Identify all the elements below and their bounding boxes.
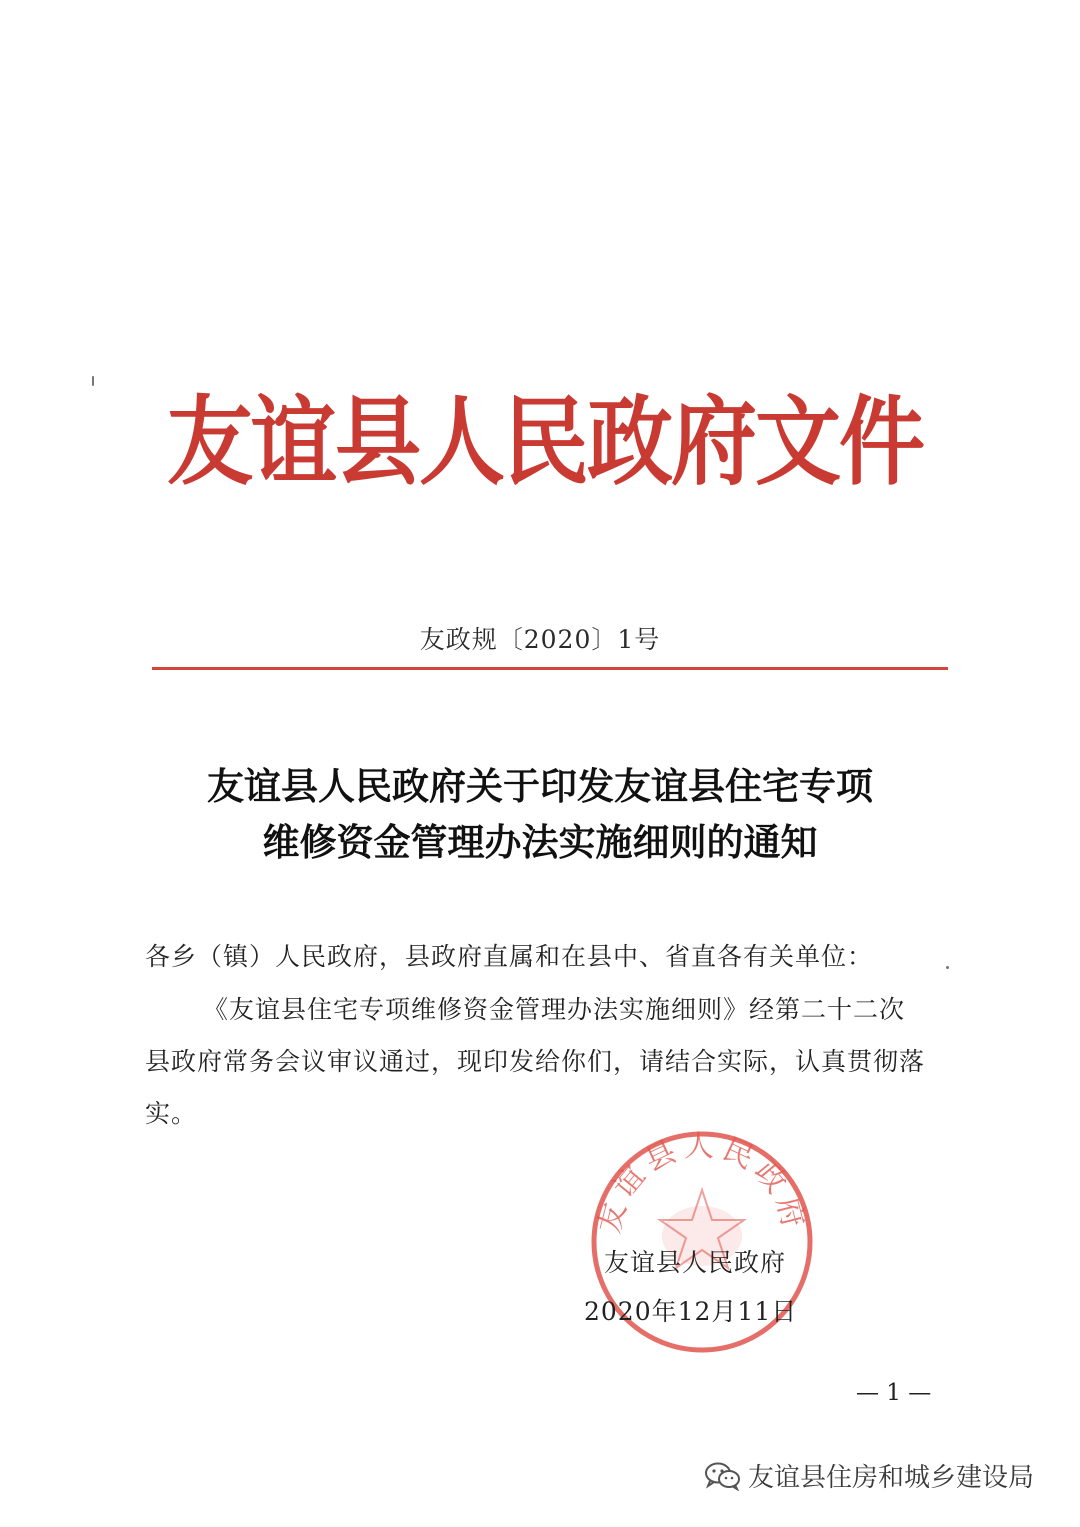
- red-divider-line: [152, 667, 948, 670]
- page-number: — 1 —: [856, 1380, 932, 1406]
- title-line-1: 友谊县人民政府关于印发友谊县住宅专项: [207, 764, 873, 808]
- signer-name: 友谊县人民政府: [604, 1248, 787, 1277]
- wechat-icon: [704, 1461, 742, 1491]
- watermark-text: 友谊县住房和城乡建设局: [748, 1463, 1035, 1493]
- masthead-title: 友谊县人民政府文件: [167, 385, 923, 499]
- scan-speck: [946, 966, 949, 969]
- salutation: 各乡（镇）人民政府，县政府直属和在县中、省直各有关单位：: [145, 942, 874, 971]
- document-title: [140, 758, 940, 870]
- signing-date: 2020年12月11日: [584, 1297, 798, 1326]
- document-number: 友政规〔2020〕1号: [419, 625, 661, 654]
- scan-mark: [92, 376, 94, 386]
- body-paragraph: 《友谊县住宅专项维修资金管理办法实施细则》经第二十二次县政府常务会议审议通过，现印发给你们，请结合实际，认真贯彻落实。: [145, 995, 926, 1128]
- wechat-watermark: [704, 1457, 1034, 1494]
- seal-text: 友谊县人民政府: [591, 1129, 813, 1237]
- title-line-2: 维修资金管理办法实施细则的通知: [262, 820, 818, 864]
